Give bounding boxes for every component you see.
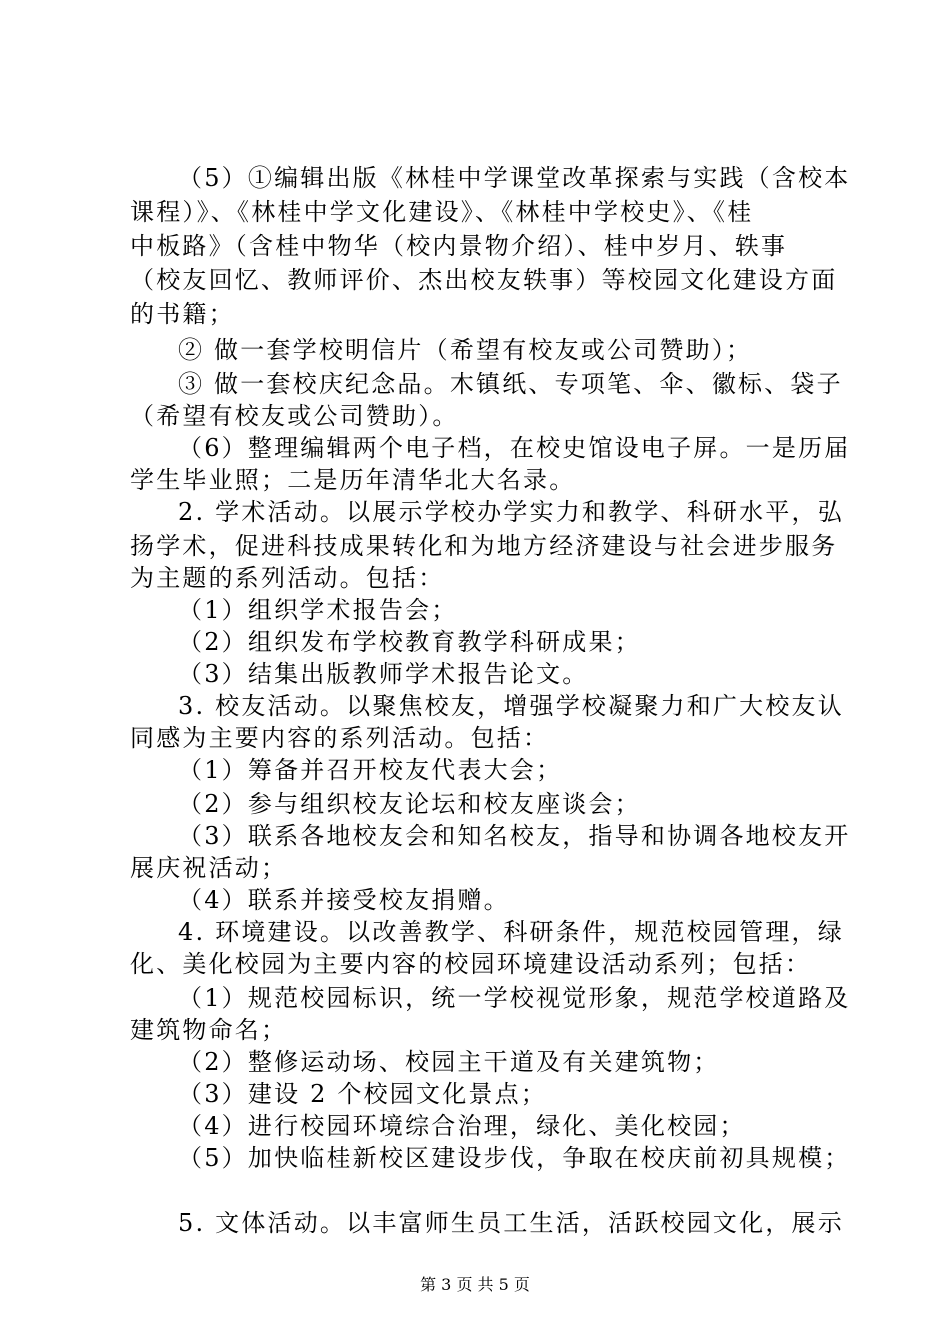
text-line: （1）规范校园标识，统一学校视觉形象，规范学校道路及 bbox=[178, 984, 851, 1012]
text-line: （3）建设 2 个校园文化景点； bbox=[178, 1080, 547, 1108]
text-line: 3. 校友活动。以聚焦校友，增强学校凝聚力和广大校友认 bbox=[178, 692, 844, 720]
text-line: 课程）》、《林桂中学文化建设》、《林桂中学校史》、《桂 bbox=[130, 198, 754, 226]
text-line: 4. 环境建设。以改善教学、科研条件，规范校园管理，绿 bbox=[178, 918, 844, 946]
text-line: 学生毕业照；二是历年清华北大名录。 bbox=[130, 466, 576, 494]
text-line: （3）结集出版教师学术报告论文。 bbox=[178, 660, 589, 688]
text-line: （5）①编辑出版《林桂中学课堂改革探索与实践（含校本 bbox=[178, 164, 851, 192]
text-line: 同感为主要内容的系列活动。包括： bbox=[130, 724, 550, 752]
text-line: 建筑物命名； bbox=[130, 1016, 288, 1044]
text-line: （3）联系各地校友会和知名校友，指导和协调各地校友开 bbox=[178, 822, 851, 850]
text-line: 2. 学术活动。以展示学校办学实力和教学、科研水平，弘 bbox=[178, 498, 844, 526]
text-line: ③ 做一套校庆纪念品。木镇纸、专项笔、伞、徽标、袋子 bbox=[178, 370, 843, 398]
text-line: 的书籍； bbox=[130, 300, 235, 328]
text-line: （2）组织发布学校教育教学科研成果； bbox=[178, 628, 641, 656]
text-line: （1）筹备并召开校友代表大会； bbox=[178, 756, 563, 784]
text-line: （4）进行校园环境综合治理，绿化、美化校园； bbox=[178, 1112, 746, 1140]
text-line: 为主题的系列活动。包括： bbox=[130, 564, 445, 592]
text-line: （6）整理编辑两个电子档，在校史馆设电子屏。一是历届 bbox=[178, 434, 851, 462]
text-line: 扬学术，促进科技成果转化和为地方经济建设与社会进步服务 bbox=[130, 532, 838, 560]
text-line: （2）参与组织校友论坛和校友座谈会； bbox=[178, 790, 641, 818]
text-line: 化、美化校园为主要内容的校园环境建设活动系列；包括： bbox=[130, 950, 812, 978]
text-line: 中板路》（含桂中物华（校内景物介绍）、桂中岁月、轶事 bbox=[130, 232, 788, 260]
text-line: 展庆祝活动； bbox=[130, 854, 288, 882]
text-line: ② 做一套学校明信片（希望有校友或公司赞助）； bbox=[178, 336, 753, 364]
text-line: （2）整修运动场、校园主干道及有关建筑物； bbox=[178, 1048, 720, 1076]
text-line: （1）组织学术报告会； bbox=[178, 596, 458, 624]
text-line: （校友回忆、教师评价、杰出校友轶事）等校园文化建设方面 bbox=[130, 266, 838, 294]
page-footer: 第 3 页 共 5 页 bbox=[420, 1275, 530, 1294]
text-line: 5. 文体活动。以丰富师生员工生活，活跃校园文化，展示 bbox=[178, 1209, 844, 1237]
text-line: （4）联系并接受校友捐赠。 bbox=[178, 886, 510, 914]
text-line: （5）加快临桂新校区建设步伐，争取在校庆前初具规模； bbox=[178, 1144, 851, 1172]
text-line: （希望有校友或公司赞助）。 bbox=[130, 402, 459, 430]
